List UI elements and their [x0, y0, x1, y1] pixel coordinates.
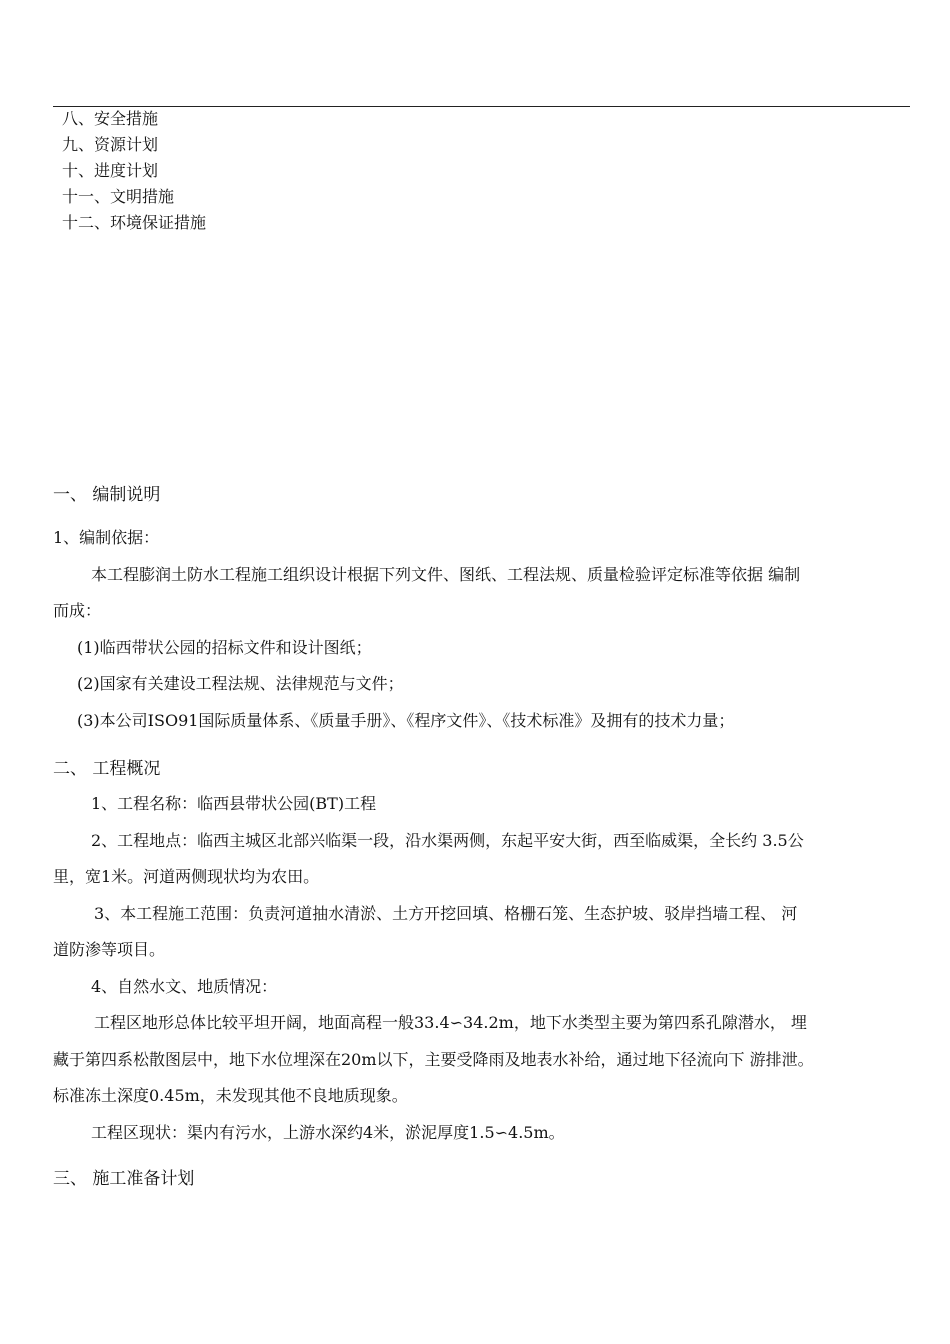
toc-item: 八、安全措施: [62, 109, 159, 128]
paragraph-line: 藏于第四系松散图层中，地下水位埋深在20m以下，主要受降雨及地表水补给，通过地下径流向下 游排泄。: [53, 1050, 814, 1069]
subheading: 1、编制依据：: [53, 528, 160, 547]
paragraph-line: 工程区现状：渠内有污水，上游水深约4米，淤泥厚度1.5∽4.5m。: [91, 1123, 565, 1142]
list-item: (3)本公司ISO91国际质量体系、《质量手册》、《程序文件》、《技术标准》及拥有的技术力量；: [77, 711, 735, 730]
list-item: (2)国家有关建设工程法规、法律规范与文件；: [77, 674, 404, 693]
list-item: (1)临西带状公园的招标文件和设计图纸；: [77, 638, 372, 657]
toc-item: 十、进度计划: [62, 161, 159, 180]
paragraph-line: 2、工程地点：临西主城区北部兴临渠一段，沿水渠两侧，东起平安大街，西至临威渠，全长约 3.5公: [91, 831, 804, 850]
paragraph-line: 而成：: [53, 601, 102, 620]
toc-item: 九、资源计划: [62, 135, 159, 154]
toc-item: 十二、环境保证措施: [62, 213, 207, 232]
paragraph-line: 标准冻土深度0.45m，未发现其他不良地质现象。: [53, 1086, 408, 1105]
paragraph-line: 工程区地形总体比较平坦开阔，地面高程一般33.4∽34.2m，地下水类型主要为第四系孔隙潜水， 埋: [94, 1013, 807, 1032]
paragraph-line: 3、本工程施工范围：负责河道抽水清淤、土方开挖回填、格栅石笼、生态护坡、驳岸挡墙工程、 河: [94, 904, 798, 923]
header-rule: [53, 106, 910, 107]
paragraph-line: 道防渗等项目。: [53, 940, 166, 959]
list-item: 1、工程名称：临西县带状公园(BT)工程: [91, 794, 377, 813]
section-heading: 三、 施工准备计划: [53, 1169, 195, 1189]
list-item: 4、自然水文、地质情况：: [91, 977, 278, 996]
paragraph-line: 本工程膨润土防水工程施工组织设计根据下列文件、图纸、工程法规、质量检验评定标准等依据 编制: [91, 565, 801, 584]
paragraph-line: 里，宽1米。河道两侧现状均为农田。: [53, 867, 320, 886]
toc-item: 十一、文明措施: [62, 187, 175, 206]
section-heading: 一、 编制说明: [53, 485, 161, 505]
section-heading: 二、 工程概况: [53, 759, 161, 779]
